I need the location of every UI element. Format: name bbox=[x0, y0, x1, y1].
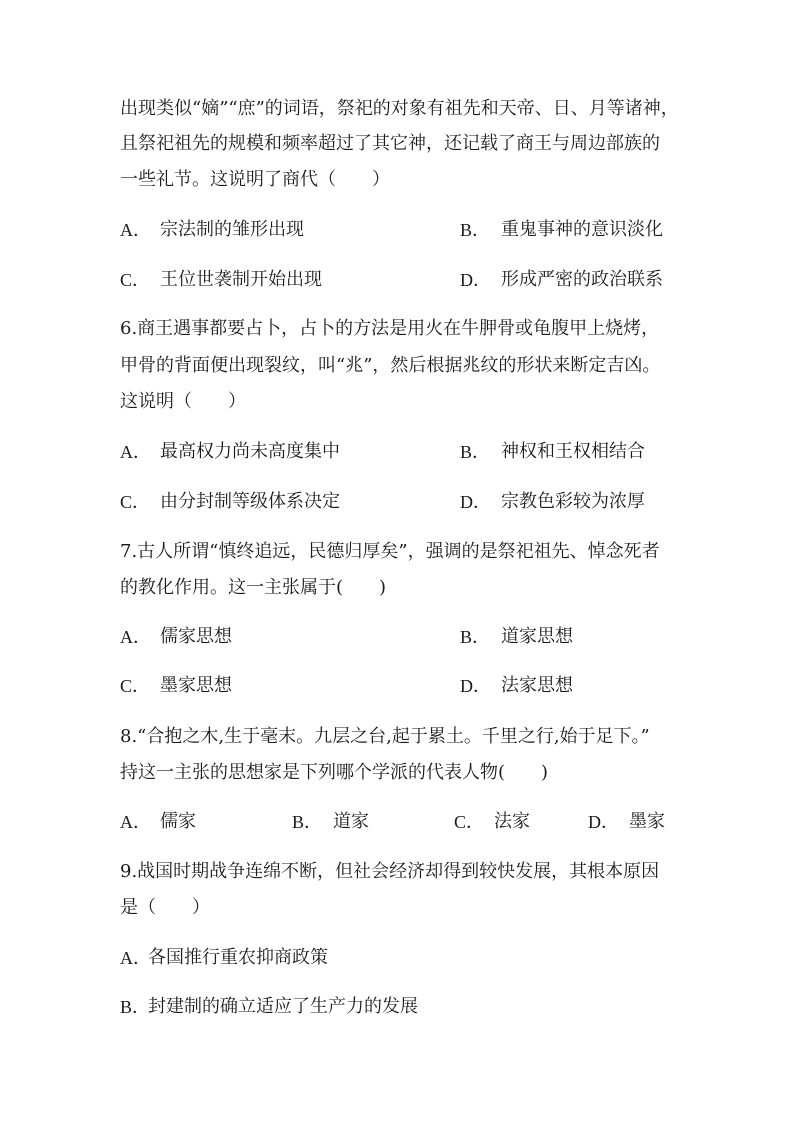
option-letter: B． bbox=[292, 812, 323, 832]
question-5-line-1: 出现类似“嫡”“庶”的词语，祭祀的对象有祖先和天帝、日、月等诸神， bbox=[120, 98, 679, 119]
option-text: 法家思想 bbox=[501, 675, 573, 696]
option-text: 各国推行重农抑商政策 bbox=[148, 947, 328, 968]
question-6-option-c[interactable] bbox=[120, 489, 340, 515]
question-5-line-2: 且祭祀祖先的规模和频率超过了其它神，还记载了商王与周边部族的 bbox=[120, 133, 660, 154]
option-letter: D． bbox=[460, 270, 491, 290]
question-9-option-b[interactable] bbox=[120, 994, 418, 1020]
option-text: 法家 bbox=[494, 811, 530, 832]
question-5-option-d[interactable] bbox=[460, 267, 663, 293]
option-text: 墨家 bbox=[629, 811, 665, 832]
question-9-option-a[interactable] bbox=[120, 945, 328, 971]
option-letter: A． bbox=[120, 627, 151, 647]
question-6-option-d[interactable] bbox=[460, 489, 645, 515]
option-letter: B． bbox=[460, 442, 491, 462]
question-6-option-b[interactable] bbox=[460, 439, 645, 465]
option-text: 封建制的确立适应了生产力的发展 bbox=[148, 996, 418, 1017]
question-7-line-1: 7.古人所谓“慎终追远，民德归厚矣”，强调的是祭祀祖先、悼念死者 bbox=[120, 541, 660, 562]
question-5-option-b[interactable] bbox=[460, 217, 663, 243]
option-letter: B． bbox=[460, 220, 491, 240]
option-letter: A． bbox=[120, 812, 151, 832]
option-text: 形成严密的政治联系 bbox=[501, 269, 663, 290]
question-8-option-c[interactable] bbox=[454, 809, 530, 835]
option-text: 最高权力尚未高度集中 bbox=[160, 441, 340, 462]
question-8-option-a[interactable] bbox=[120, 809, 196, 835]
question-6-line-1: 6.商王遇事都要占卜，占卜的方法是用火在牛胛骨或龟腹甲上烧烤， bbox=[120, 318, 660, 339]
option-letter: D． bbox=[588, 812, 619, 832]
question-9-line-1: 9.战国时期战争连绵不断，但社会经济却得到较快发展，其根本原因 bbox=[120, 861, 660, 882]
option-letter: D． bbox=[460, 492, 491, 512]
question-8-line-1: 8.“合抱之木,生于毫末。九层之台,起于累土。千里之行,始于足下。” bbox=[120, 726, 650, 747]
question-7-option-c[interactable] bbox=[120, 673, 232, 699]
option-letter: D． bbox=[460, 676, 491, 696]
option-letter: B． bbox=[460, 627, 491, 647]
option-letter: A． bbox=[120, 442, 151, 462]
option-letter: C． bbox=[120, 492, 151, 512]
option-text: 王位世袭制开始出现 bbox=[160, 269, 322, 290]
option-text: 儒家 bbox=[160, 811, 196, 832]
option-text: 墨家思想 bbox=[160, 675, 232, 696]
option-letter: C． bbox=[120, 676, 151, 696]
option-letter: C． bbox=[120, 270, 151, 290]
option-letter: A． bbox=[120, 220, 151, 240]
question-8-option-d[interactable] bbox=[588, 809, 665, 835]
option-text: 儒家思想 bbox=[160, 626, 232, 647]
option-letter: C． bbox=[454, 812, 485, 832]
option-text: 重鬼事神的意识淡化 bbox=[501, 219, 663, 240]
option-text: 宗教色彩较为浓厚 bbox=[501, 491, 645, 512]
question-5-line-3: 一些礼节。这说明了商代（ ） bbox=[120, 169, 390, 190]
option-text: 道家思想 bbox=[501, 626, 573, 647]
question-8-line-2: 持这一主张的思想家是下列哪个学派的代表人物( ) bbox=[120, 762, 549, 783]
option-letter: B． bbox=[120, 997, 151, 1017]
option-text: 神权和王权相结合 bbox=[501, 441, 645, 462]
question-7-option-b[interactable] bbox=[460, 624, 573, 650]
option-text: 宗法制的雏形出现 bbox=[160, 219, 304, 240]
option-text: 道家 bbox=[333, 811, 369, 832]
question-5-option-a[interactable] bbox=[120, 217, 304, 243]
question-7-line-2: 的教化作用。这一主张属于( ) bbox=[120, 577, 387, 598]
question-6-line-3: 这说明（ ） bbox=[120, 391, 246, 412]
question-7-option-a[interactable] bbox=[120, 624, 232, 650]
question-8-option-b[interactable] bbox=[292, 809, 369, 835]
question-5-option-c[interactable] bbox=[120, 267, 322, 293]
question-7-option-d[interactable] bbox=[460, 673, 573, 699]
question-6-line-2: 甲骨的背面便出现裂纹，叫“兆”，然后根据兆纹的形状来断定吉凶。 bbox=[120, 355, 661, 376]
question-9-line-2: 是（ ） bbox=[120, 897, 210, 918]
question-6-option-a[interactable] bbox=[120, 439, 340, 465]
option-text: 由分封制等级体系决定 bbox=[160, 491, 340, 512]
option-letter: A． bbox=[120, 948, 151, 968]
